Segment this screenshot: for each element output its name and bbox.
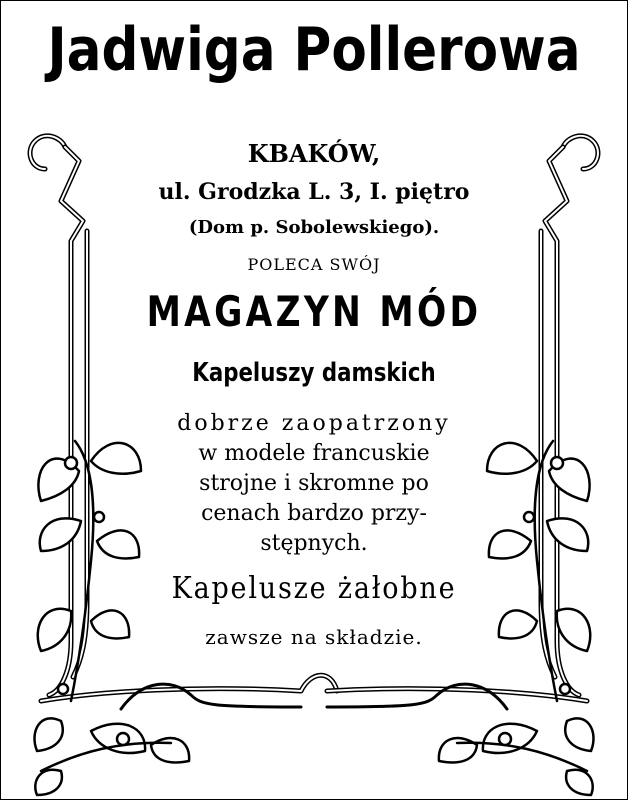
street-address: ul. Grodzka L. 3, I. piętro: [158, 179, 470, 205]
shop-name: MAGAZYN MÓD: [146, 287, 482, 336]
city: KBAKÓW,: [247, 139, 381, 168]
description-line: dobrze zaopatrzony: [177, 411, 451, 436]
description-line: cenach bardzo przy-: [201, 501, 427, 526]
recommends-line: POLECA SWÓJ: [247, 255, 381, 274]
art-nouveau-floral-frame-icon: [1, 1, 627, 799]
house-name: (Dom p. Sobolewskiego).: [188, 217, 440, 238]
description: [1, 409, 627, 559]
proprietor-name: Jadwiga Pollerowa: [47, 15, 581, 85]
description-line: stępnych.: [260, 531, 368, 556]
mourning-hats: Kapelusze żałobne: [171, 571, 457, 606]
in-stock-note: zawsze na składzie.: [205, 625, 423, 649]
shop-category: Kapeluszy damskich: [192, 358, 436, 388]
description-line: strojne i skromne po: [199, 471, 429, 496]
description-line: w modele francuskie: [198, 441, 430, 466]
